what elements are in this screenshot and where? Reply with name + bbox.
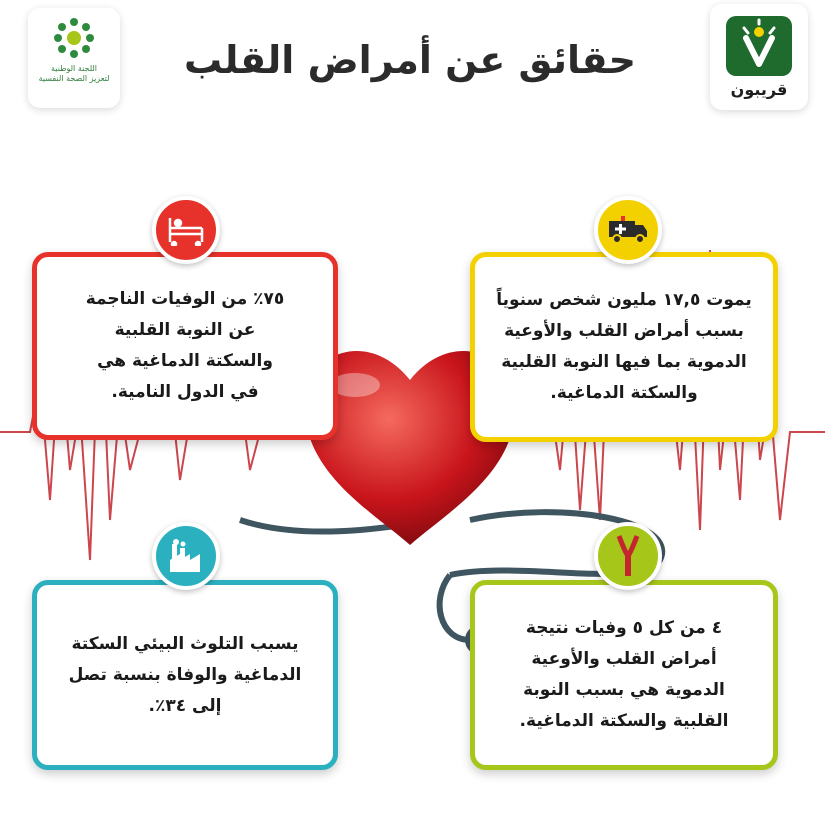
logo-left-line2: لتعزيز الصحة النفسية [38,74,110,83]
star-logo-icon [52,16,96,60]
logo-left-line1: اللجنة الوطنية [51,64,97,73]
fact-card-four-of-five [470,580,778,770]
fact-text: يسبب التلوث البيئي السكتة الدماغية والوفاة بنسبة تصل إلى ٣٤٪. [68,633,302,716]
brand-name: قريبون [730,80,788,99]
qariboon-logo-icon [726,16,792,76]
committee-logo [28,8,120,108]
blood-vessel-icon [594,522,662,590]
fact-text: يموت ١٧,٥ مليون شخص سنوياً بسبب أمراض القلب والأوعية الدموية بما فيها النوبة القلبية والسكتة الدماغية. [496,290,752,403]
ambulance-icon [594,196,662,264]
fact-text: ٧٥٪ من الوفيات الناجمة عن النوبة القلبية والسكتة الدماغية هي في الدول النامية. [85,289,285,402]
fact-card-annual-deaths [470,252,778,442]
fact-card-deaths-developing [32,252,338,440]
patient-bed-icon [152,196,220,264]
page-title: حقائق عن أمراض القلب [183,38,637,82]
qariboon-logo [710,4,808,110]
factory-icon [152,522,220,590]
fact-text: ٤ من كل ٥ وفيات نتيجة أمراض القلب والأوعية الدموية هي بسبب النوبة القلبية والسكتة الدماغية. [519,618,729,731]
fact-card-pollution [32,580,338,770]
